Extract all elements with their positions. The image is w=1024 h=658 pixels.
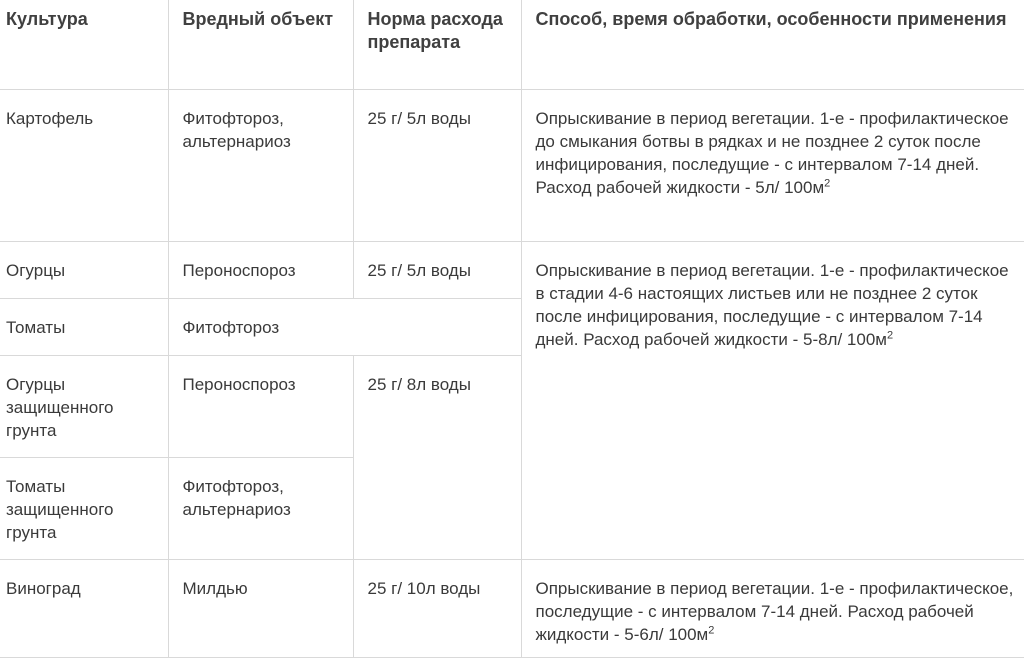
cell-crop: Картофель: [0, 90, 168, 242]
cell-method: [521, 560, 1024, 658]
header-crop: Культура: [0, 0, 168, 90]
method-text: Опрыскивание в период вегетации. 1-е - профилактическое в стадии 4-6 настоящих листьев или не позднее 2 суток после инфицирования, последущие - с интервалом 7-14 дней. Расход рабочей жидкости - 5-8л/ 100м: [535, 261, 1009, 349]
cell-pest: Пероноспороз: [168, 242, 353, 299]
cell-crop: Огурцы: [0, 242, 168, 299]
table-row: [0, 560, 1024, 658]
header-rate: Норма расхода препарата: [353, 0, 521, 90]
method-superscript: 2: [824, 177, 831, 190]
cell-pest: Фитофтороз, альтернариоз: [168, 90, 353, 242]
cell-crop: Виноград: [0, 560, 168, 658]
method-superscript: 2: [708, 624, 715, 637]
cell-rate: 25 г/ 5л воды: [353, 90, 521, 242]
table-row: [0, 90, 1024, 242]
header-pest: Вредный объект: [168, 0, 353, 90]
cell-rate: 25 г/ 8л воды: [353, 356, 521, 560]
cell-pest: Милдью: [168, 560, 353, 658]
cell-rate: 25 г/ 5л воды: [353, 242, 521, 299]
cell-crop: Томаты: [0, 299, 168, 356]
method-superscript: 2: [886, 329, 894, 342]
cell-method: [521, 242, 1024, 560]
cell-method: [521, 90, 1024, 242]
cell-rate: 25 г/ 10л воды: [353, 560, 521, 658]
method-text: Опрыскивание в период вегетации. 1-е - профилактическое до смыкания ботвы в рядках и не позднее 2 суток после инфицирования, последущие - с интервалом 7-14 дней. Расход рабочей жидкости - 5л/ 100м: [535, 109, 1009, 197]
header-method: Способ, время обработки, особенности применения: [521, 0, 1024, 90]
cell-pest: Фитофтороз: [168, 299, 353, 356]
method-text: Опрыскивание в период вегетации. 1-е - профилактическое, последущие - с интервалом 7-14 дней. Расход рабочей жидкости - 5-6л/ 100м: [535, 579, 1014, 644]
cell-crop: Огурцы защищенного грунта: [0, 356, 168, 458]
table-header-row: [0, 0, 1024, 90]
cell-pest: Пероноспороз: [168, 356, 353, 458]
cell-pest: Фитофтороз, альтернариоз: [168, 458, 353, 560]
cell-crop: Томаты защищенного грунта: [0, 458, 168, 560]
table-row: [0, 242, 1024, 299]
